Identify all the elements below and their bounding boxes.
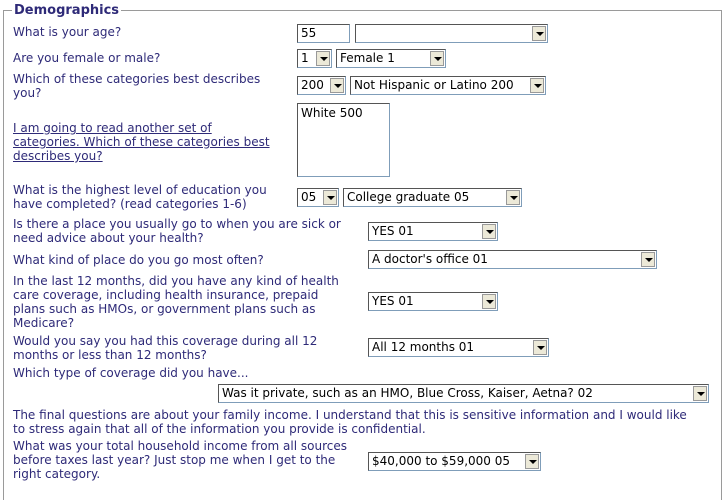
usual-place-select[interactable] bbox=[368, 222, 498, 241]
education-select-value: College graduate 05 bbox=[347, 190, 470, 204]
chevron-down-icon[interactable] bbox=[316, 51, 330, 66]
chevron-down-icon[interactable] bbox=[482, 294, 496, 309]
coverage-label-line4: Medicare? bbox=[13, 316, 75, 330]
education-select[interactable] bbox=[343, 188, 522, 207]
chevron-down-icon[interactable] bbox=[693, 386, 707, 401]
coverage-duration-question-label bbox=[13, 334, 317, 362]
income-label-line1: What was your total household income from all sources bbox=[13, 439, 347, 453]
education-code-value: 05 bbox=[301, 190, 317, 204]
ethnicity-code-select[interactable] bbox=[297, 76, 346, 95]
section-title: Demographics bbox=[14, 3, 120, 18]
coverage-duration-label-line1: Would you say you had this coverage during all 12 bbox=[13, 334, 318, 348]
ethnicity-label-line2: you? bbox=[13, 86, 42, 100]
coverage-question-label bbox=[13, 274, 339, 330]
education-question-label bbox=[13, 183, 267, 211]
coverage-label-line2: care coverage, including health insurance, prepaid bbox=[13, 288, 319, 302]
chevron-down-icon[interactable] bbox=[482, 224, 496, 239]
education-label-line2: have completed? (read categories 1-6) bbox=[13, 197, 247, 211]
coverage-label-line3: plans such as HMOs, or government plans such as bbox=[13, 302, 316, 316]
ethnicity-label-line1: Which of these categories best describes bbox=[13, 72, 261, 86]
sex-code-value: 1 bbox=[301, 51, 309, 65]
chevron-down-icon[interactable] bbox=[330, 78, 344, 93]
place-kind-question-label: What kind of place do you go most often? bbox=[13, 253, 264, 267]
sex-select[interactable] bbox=[336, 49, 446, 68]
age-select[interactable] bbox=[355, 24, 548, 43]
ethnicity-select[interactable] bbox=[350, 76, 546, 95]
coverage-label-line1: In the last 12 months, did you have any kind of health bbox=[13, 274, 339, 288]
chevron-down-icon[interactable] bbox=[641, 252, 655, 267]
race-list-item[interactable]: White 500 bbox=[301, 106, 363, 120]
race-label-line2[interactable]: categories. Which of these categories best bbox=[13, 135, 270, 149]
sex-select-value: Female 1 bbox=[340, 51, 395, 65]
income-select[interactable] bbox=[368, 452, 541, 471]
sex-code-select[interactable] bbox=[297, 49, 332, 68]
sex-question-label: Are you female or male? bbox=[13, 51, 161, 65]
race-question-label[interactable] bbox=[13, 121, 270, 163]
coverage-duration-select-value: All 12 months 01 bbox=[372, 340, 475, 354]
income-label-line3: right category. bbox=[13, 467, 101, 481]
income-label-line2: before taxes last year? Just stop me when I get to the bbox=[13, 453, 336, 467]
race-label-line1[interactable]: I am going to read another set of bbox=[13, 121, 212, 135]
usual-place-question-label bbox=[13, 217, 341, 245]
ethnicity-select-value: Not Hispanic or Latino 200 bbox=[354, 78, 514, 92]
chevron-down-icon[interactable] bbox=[323, 190, 337, 205]
age-input[interactable]: 55 bbox=[297, 24, 350, 43]
education-code-select[interactable] bbox=[297, 188, 339, 207]
usual-place-select-value: YES 01 bbox=[372, 224, 414, 238]
chevron-down-icon[interactable] bbox=[530, 78, 544, 93]
income-select-value: $40,000 to $59,000 05 bbox=[372, 454, 511, 468]
income-intro-line2: to stress again that all of the information you provide is confidential. bbox=[13, 422, 426, 436]
usual-place-label-line2: need advice about your health? bbox=[13, 231, 204, 245]
coverage-type-question-label: Which type of coverage did you have... bbox=[13, 366, 249, 380]
coverage-select[interactable] bbox=[368, 292, 498, 311]
coverage-type-select-value: Was it private, such as an HMO, Blue Cross, Kaiser, Aetna? 02 bbox=[222, 386, 593, 400]
income-intro-text bbox=[13, 408, 687, 436]
race-listbox[interactable] bbox=[297, 103, 390, 177]
usual-place-label-line1: Is there a place you usually go to when you are sick or bbox=[13, 217, 341, 231]
ethnicity-question-label bbox=[13, 72, 260, 100]
age-question-label: What is your age? bbox=[13, 25, 122, 39]
coverage-type-select[interactable] bbox=[218, 384, 709, 403]
education-label-line1: What is the highest level of education you bbox=[13, 183, 267, 197]
race-label-line3[interactable]: describes you? bbox=[13, 149, 103, 163]
coverage-duration-label-line2: months or less than 12 months? bbox=[13, 348, 207, 362]
chevron-down-icon[interactable] bbox=[533, 340, 547, 355]
chevron-down-icon[interactable] bbox=[430, 51, 444, 66]
coverage-select-value: YES 01 bbox=[372, 294, 414, 308]
coverage-duration-select[interactable] bbox=[368, 338, 549, 357]
income-intro-line1: The final questions are about your family income. I understand that this is sensitive information and I would like bbox=[13, 408, 687, 422]
chevron-down-icon[interactable] bbox=[532, 26, 546, 41]
place-kind-select[interactable] bbox=[368, 250, 657, 269]
ethnicity-code-value: 200 bbox=[301, 78, 324, 92]
chevron-down-icon[interactable] bbox=[506, 190, 520, 205]
place-kind-select-value: A doctor's office 01 bbox=[372, 252, 488, 266]
income-question-label bbox=[13, 439, 347, 481]
chevron-down-icon[interactable] bbox=[525, 454, 539, 469]
